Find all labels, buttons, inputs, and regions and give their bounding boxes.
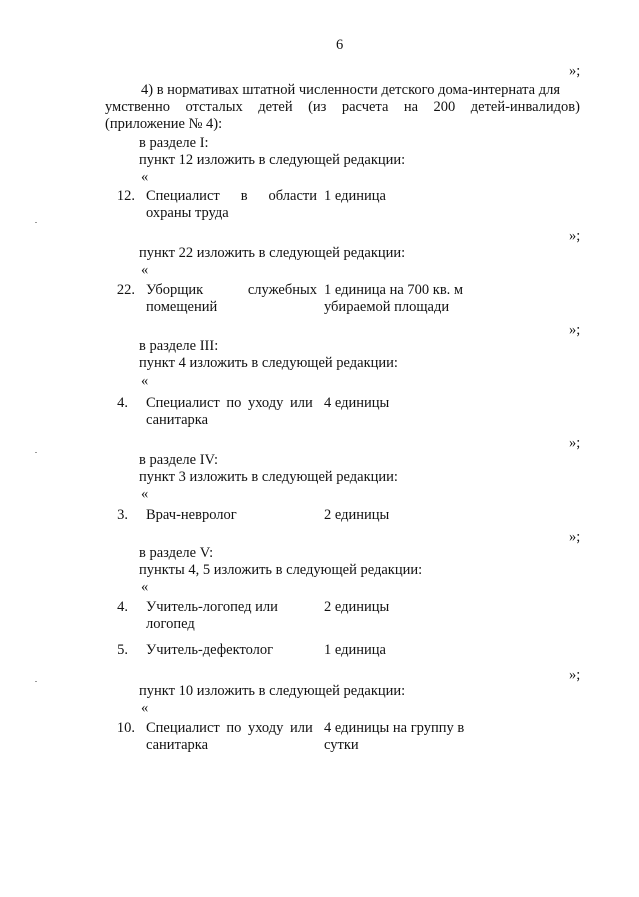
item-value: 2 единицы	[324, 599, 390, 615]
item-title-line: охраны труда	[146, 205, 229, 221]
item-number: 4.	[117, 599, 128, 615]
opening-quote: «	[141, 262, 149, 278]
scan-speck	[35, 681, 37, 682]
section-heading: в разделе IV:	[139, 452, 218, 468]
instruction: пункт 12 изложить в следующей редакции:	[139, 152, 406, 168]
item-number: 22.	[116, 282, 135, 298]
item-title-line: Учитель-логопед или	[146, 599, 278, 615]
intro-word: детей-инвалидов)	[470, 99, 580, 115]
closing-quote: »;	[569, 667, 581, 683]
item-title-word: служебных	[247, 282, 317, 298]
intro-word: расчета	[341, 99, 389, 115]
item-title-line	[146, 282, 317, 299]
item-title-word: Специалист	[146, 188, 220, 204]
item-value: 1 единица	[324, 642, 386, 658]
item-value: 4 единицы на группу в	[324, 720, 465, 736]
intro-line-1: 4) в нормативах штатной численности детского дома-интерната для	[141, 82, 561, 98]
intro-word: отсталых	[185, 99, 243, 115]
instruction: пункт 10 изложить в следующей редакции:	[139, 683, 406, 699]
item-title-word: области	[268, 188, 317, 204]
instruction: пункты 4, 5 изложить в следующей редакции:	[139, 562, 423, 578]
item-value: 1 единица	[324, 188, 386, 204]
item-title-word: Уборщик	[146, 282, 204, 298]
item-value: убираемой площади	[324, 299, 450, 315]
item-title-line: Специалист по уходу или	[146, 395, 313, 411]
opening-quote: «	[141, 486, 149, 502]
intro-word: детей	[258, 99, 293, 115]
item-title-line: Специалист по уходу или	[146, 720, 313, 736]
closing-quote: »;	[569, 228, 581, 244]
item-value: 1 единица на 700 кв. м	[324, 282, 464, 298]
item-value: 4 единицы	[324, 395, 390, 411]
intro-line-3: (приложение № 4):	[105, 116, 223, 132]
item-title-line: помещений	[146, 299, 218, 315]
intro-word: умственно	[105, 99, 170, 115]
item-value: сутки	[324, 737, 359, 753]
item-title-line: Учитель-дефектолог	[146, 642, 274, 658]
opening-quote: «	[141, 373, 149, 389]
closing-quote: »;	[569, 322, 581, 338]
instruction: пункт 4 изложить в следующей редакции:	[139, 355, 398, 371]
scan-speck	[35, 222, 37, 223]
closing-quote: »;	[569, 529, 581, 545]
intro-word: на	[403, 99, 419, 115]
item-title-word: в	[240, 188, 248, 204]
page-number: 6	[336, 37, 344, 53]
closing-quote: »;	[569, 435, 581, 451]
opening-quote: «	[141, 700, 149, 716]
item-title-line: логопед	[146, 616, 195, 632]
item-title-line: Врач-невролог	[146, 507, 237, 523]
intro-line-2	[105, 99, 580, 116]
section-heading: в разделе III:	[139, 338, 219, 354]
opening-quote: «	[141, 169, 149, 185]
section-heading: в разделе V:	[139, 545, 214, 561]
item-number: 3.	[117, 507, 128, 523]
item-number: 5.	[117, 642, 128, 658]
item-number: 10.	[116, 720, 135, 736]
instruction: пункт 22 изложить в следующей редакции:	[139, 245, 406, 261]
opening-quote: «	[141, 579, 149, 595]
intro-word: (из	[308, 99, 327, 115]
closing-quote: »;	[569, 63, 581, 79]
item-value: 2 единицы	[324, 507, 390, 523]
item-title-line	[146, 188, 317, 205]
section-heading: в разделе I:	[139, 135, 209, 151]
item-number: 12.	[116, 188, 135, 204]
instruction: пункт 3 изложить в следующей редакции:	[139, 469, 398, 485]
scan-speck	[35, 452, 37, 453]
item-title-line: санитарка	[146, 737, 209, 753]
item-title-line: санитарка	[146, 412, 209, 428]
item-number: 4.	[117, 395, 128, 411]
intro-word: 200	[433, 99, 456, 115]
